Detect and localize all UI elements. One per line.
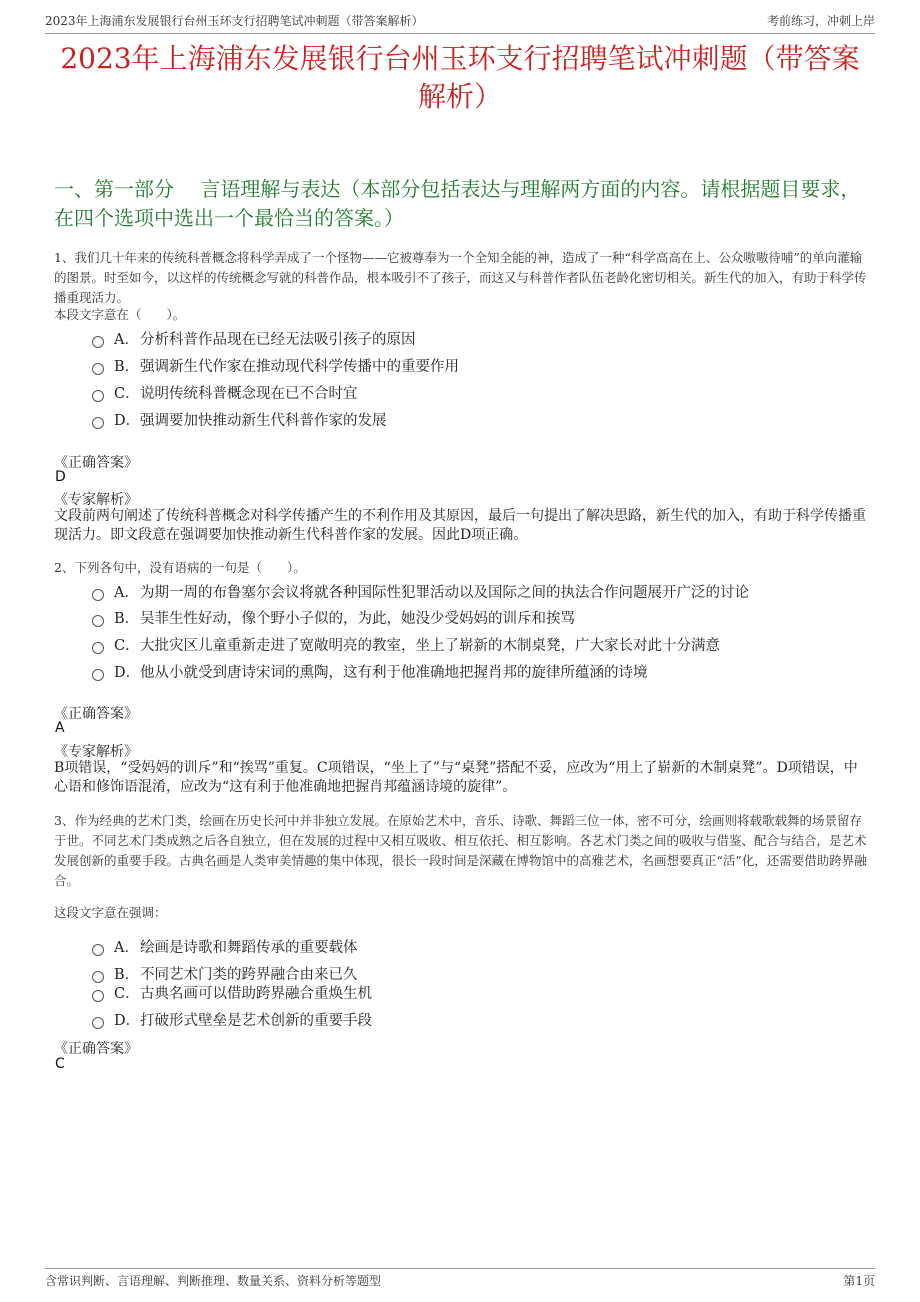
q3-option-c[interactable] — [92, 982, 872, 1003]
q2-option-d[interactable] — [92, 661, 872, 682]
radio-icon[interactable] — [92, 971, 104, 983]
analysis-label: 《专家解析》 — [54, 744, 138, 760]
option-key: D． — [114, 1013, 141, 1029]
option-text: 强调要加快推动新生代科普作家的发展 — [140, 413, 387, 429]
answer-label: 《正确答案》 — [54, 455, 138, 471]
option-text: 分析科普作品现在已经无法吸引孩子的原因 — [140, 332, 416, 348]
q1-option-b[interactable] — [92, 355, 872, 376]
page-title: 2023年上海浦东发展银行台州玉环支行招聘笔试冲刺题（带答案解析） — [60, 42, 860, 113]
section-heading: 一、第一部分 言语理解与表达（本部分包括表达与理解两方面的内容。请根据题目要求，在四个选项中选出一个最恰当的答案。） — [54, 177, 861, 230]
page-footer — [45, 1268, 875, 1289]
q2-option-a[interactable] — [92, 581, 872, 602]
option-text: 为期一周的布鲁塞尔会议将就各种国际性犯罪活动以及国际之间的执法合作问题展开广泛的讨论 — [140, 585, 749, 601]
question-3-stem: 3、作为经典的艺术门类，绘画在历史长河中并非独立发展。在原始艺术中，音乐、诗歌、舞蹈三位一体，密不可分，绘画则将载歌载舞的场景留存于世。不同艺术门类成熟之后各自独立，但在发展的过程中又相互吸收、相互依托、相互影响。各艺术门类之间的吸收与借鉴、配合与结合，是艺术发展创新的重要手段。古典名画是人类审美情趣的集中体现，很长一段时间是深藏在博物馆中的高雅艺术，名画想要真正“活”化，还需要借助跨界融合。 — [54, 813, 867, 888]
radio-icon[interactable] — [92, 417, 104, 429]
option-key: B． — [114, 967, 140, 983]
radio-icon[interactable] — [92, 336, 104, 348]
answer-label: 《正确答案》 — [54, 706, 138, 722]
option-key: A． — [114, 940, 139, 956]
question-1-prompt: 本段文字意在（ ）。 — [54, 307, 186, 322]
radio-icon[interactable] — [92, 669, 104, 681]
answer-label: 《正确答案》 — [54, 1041, 138, 1057]
radio-icon[interactable] — [92, 944, 104, 956]
option-text: 吴菲生性好动，像个野小子似的，为此，她没少受妈妈的训斥和挨骂 — [140, 611, 575, 627]
header-doc-title: 2023年上海浦东发展银行台州玉环支行招聘笔试冲刺题（带答案解析） — [45, 14, 424, 28]
footer-note: 含常识判断、言语理解、判断推理、数量关系、资料分析等题型 — [45, 1274, 382, 1288]
running-header — [45, 12, 875, 34]
question-1-analysis: 文段前两句阐述了传统科普概念对科学传播产生的不利作用及其原因，最后一句提出了解决思路，新生代的加入，有助于科学传播重现活力。即文段意在强调要加快推动新生代科普作家的发展。因此D项正确。 — [54, 508, 866, 543]
option-key: C． — [114, 638, 140, 654]
radio-icon[interactable] — [92, 1017, 104, 1029]
option-text: 说明传统科普概念现在已不合时宜 — [140, 386, 358, 402]
q1-option-a[interactable] — [92, 328, 872, 349]
option-text: 打破形式壁垒是艺术创新的重要手段 — [140, 1013, 372, 1029]
option-text: 绘画是诗歌和舞蹈传承的重要载体 — [140, 940, 358, 956]
option-key: A． — [114, 585, 139, 601]
question-1-answer: D — [55, 469, 66, 485]
q1-option-d[interactable] — [92, 409, 872, 430]
analysis-label: 《专家解析》 — [54, 492, 138, 508]
option-text: 不同艺术门类的跨界融合由来已久 — [140, 967, 358, 983]
option-text: 古典名画可以借助跨界融合重焕生机 — [140, 986, 372, 1002]
question-2-analysis: B项错误，“受妈妈的训斥”和“挨骂”重复。C项错误，“坐上了”与“桌凳”搭配不妥，应改为“用上了崭新的木制桌凳”。D项错误，中心语和修饰语混淆，应改为“这有利于他准确地把握肖邦蕴涵诗境的旋律”。 — [54, 760, 858, 795]
option-key: C． — [114, 986, 140, 1002]
option-key: B． — [114, 359, 140, 375]
option-text: 强调新生代作家在推动现代科学传播中的重要作用 — [140, 359, 459, 375]
radio-icon[interactable] — [92, 990, 104, 1002]
q2-option-b[interactable] — [92, 607, 872, 628]
header-slogan: 考前练习，冲刺上岸 — [766, 14, 875, 28]
q2-option-c[interactable] — [92, 634, 872, 655]
radio-icon[interactable] — [92, 589, 104, 601]
q3-option-b[interactable] — [92, 963, 872, 984]
option-key: C． — [114, 386, 140, 402]
question-1-stem: 1、我们几十年来的传统科普概念将科学弄成了一个怪物——它被尊奉为一个全知全能的神，造成了一种“科学高高在上、公众嗷嗷待哺”的单向灌输的图景。时至如今，以这样的传统概念写就的科普作品，根本吸引不了孩子，而这又与科普作者队伍老龄化密切相关。新生代的加入，有助于科学传播重现活力。 — [54, 250, 867, 305]
option-key: D． — [114, 413, 141, 429]
option-key: A． — [114, 332, 139, 348]
q3-option-a[interactable] — [92, 936, 872, 957]
option-key: B． — [114, 611, 140, 627]
radio-icon[interactable] — [92, 363, 104, 375]
option-key: D． — [114, 665, 141, 681]
q3-option-d[interactable] — [92, 1009, 872, 1030]
option-text: 大批灾区儿童重新走进了宽敞明亮的教室，坐上了崭新的木制桌凳，广大家长对此十分满意 — [140, 638, 720, 654]
question-2-stem: 2、下列各句中，没有语病的一句是（ ）。 — [54, 560, 306, 575]
question-2-answer: A — [55, 720, 65, 736]
q1-option-c[interactable] — [92, 382, 872, 403]
radio-icon[interactable] — [92, 615, 104, 627]
option-text: 他从小就受到唐诗宋词的熏陶，这有利于他准确地把握肖邦的旋律所蕴涵的诗境 — [140, 665, 648, 681]
question-3-prompt: 这段文字意在强调： — [54, 905, 167, 920]
question-3-answer: C — [55, 1056, 65, 1072]
radio-icon[interactable] — [92, 642, 104, 654]
page-number: 第1页 — [843, 1274, 875, 1288]
radio-icon[interactable] — [92, 390, 104, 402]
